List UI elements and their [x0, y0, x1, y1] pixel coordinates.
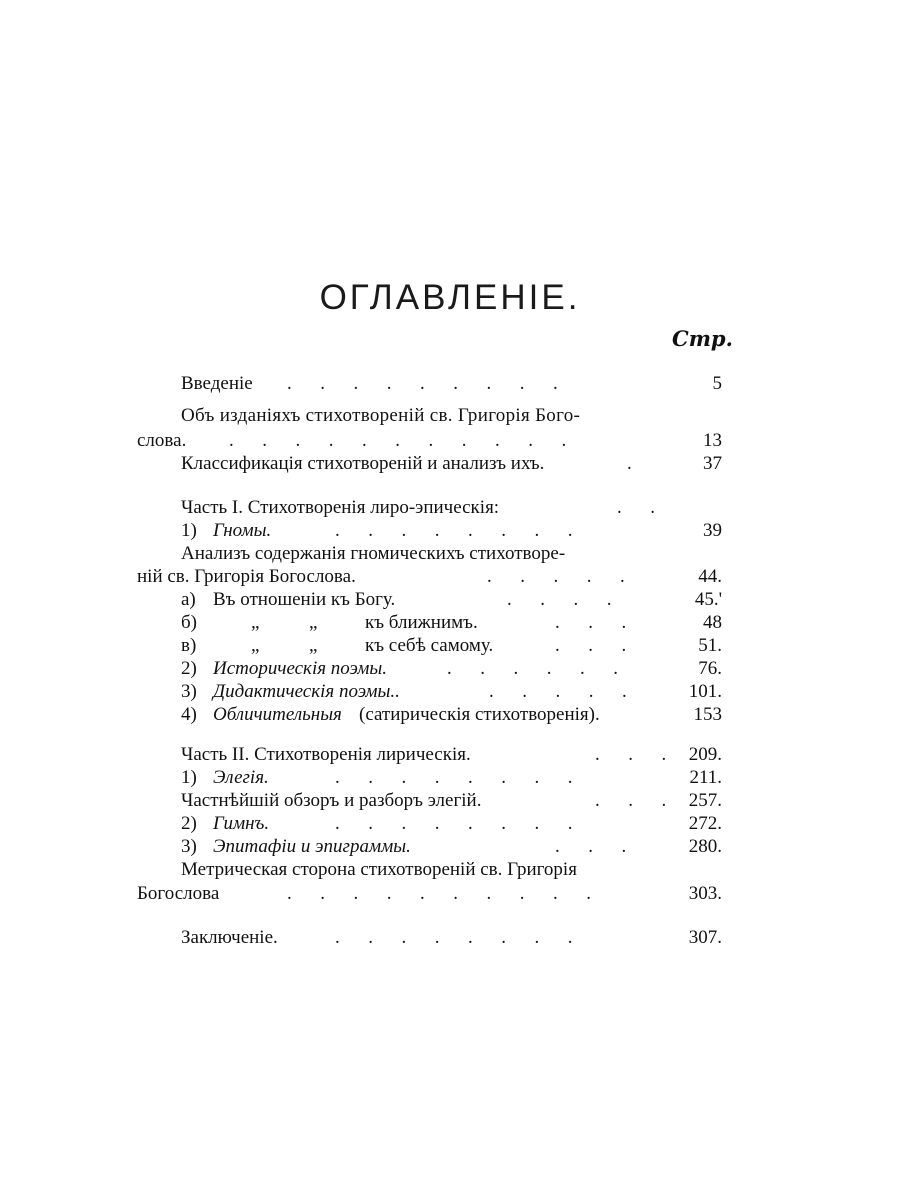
toc-entry — [137, 403, 722, 429]
toc-entry-cont — [137, 881, 722, 907]
entry-number: 3) — [181, 836, 197, 857]
toc-entry — [137, 925, 722, 951]
entry-page: 257. — [688, 790, 722, 811]
entry-page: 211. — [689, 767, 722, 788]
dot-leader: . . — [617, 497, 655, 518]
entry-page: 76. — [698, 658, 722, 679]
entry-page: 303. — [688, 883, 722, 904]
entry-title: Элегія. — [213, 767, 269, 788]
dot-leader: . . . — [555, 612, 627, 633]
entry-page: 307. — [688, 927, 722, 948]
entry-number: в) — [181, 635, 197, 656]
entry-title: Введеніе — [181, 373, 253, 394]
toc-entry — [137, 451, 722, 477]
toc-entry — [137, 702, 722, 728]
entry-title: къ ближнимъ. — [365, 612, 478, 633]
dot-leader: . . . . . . . . — [335, 767, 573, 788]
entry-page: 272. — [688, 813, 722, 834]
dot-leader: . . . . . . . . . — [287, 373, 558, 394]
entry-title: Метрическая сторона стихотвореній св. Григорія — [181, 859, 577, 880]
entry-title: Въ отношеніи къ Богу. — [213, 589, 396, 610]
entry-title: къ себѣ самому. — [365, 635, 494, 656]
page-title: ОГЛАВЛЕНІЕ. — [319, 278, 581, 317]
dot-leader: . . . . . . . . . . — [287, 883, 591, 904]
entry-page: 44. — [698, 566, 722, 587]
entry-title: Классификація стихотвореній и анализъ ихъ. — [181, 453, 545, 474]
entry-title: Эпитафіи и эпиграммы. — [213, 836, 411, 857]
entry-number: 4) — [181, 704, 197, 725]
toc-entry — [137, 371, 722, 397]
entry-title: Гномы. — [213, 520, 272, 541]
entry-title: Часть I. Стихотворенія лиро-эпическія: — [181, 497, 500, 518]
dot-leader: . . . — [555, 635, 627, 656]
entry-title: Объ изданіяхъ стихотвореній св. Григорія Бого- — [181, 405, 581, 426]
dot-leader: . . . — [595, 790, 667, 811]
ditto-mark: „ — [251, 612, 260, 633]
entry-title: Заключеніе. — [181, 927, 278, 948]
entry-title: Частнѣйшій обзоръ и разборъ элегій. — [181, 790, 482, 811]
entry-title: Анализъ содержанія гномическихъ стихотворе- — [181, 543, 566, 564]
dot-leader: . . . . . . . . — [335, 927, 573, 948]
dot-leader: . — [627, 453, 632, 474]
entry-page: 39 — [703, 520, 722, 541]
entry-page: 45.' — [694, 589, 722, 610]
entry-page: 48 — [703, 612, 722, 633]
entry-page: 37 — [703, 453, 722, 474]
entry-title: Богослова — [137, 883, 220, 904]
dot-leader: . . . . . . — [447, 658, 618, 679]
entry-title: Дидактическія поэмы.. — [213, 681, 400, 702]
entry-page: 51. — [698, 635, 722, 656]
entry-title: ній св. Григорія Богослова. — [137, 566, 356, 587]
dot-leader: . . . . . . . . . . . — [229, 430, 567, 451]
ditto-mark: „ — [309, 635, 318, 656]
page-column-label: Стр. — [672, 326, 733, 351]
entry-page: 153 — [693, 704, 722, 725]
entry-page: 5 — [712, 373, 722, 394]
entry-title: слова. — [137, 430, 187, 451]
entry-page: 101. — [688, 681, 722, 702]
dot-leader: . . . . . — [487, 566, 625, 587]
entry-number: 2) — [181, 658, 197, 679]
entry-title: Часть II. Стихотворенія лирическія. — [181, 744, 471, 765]
dot-leader: . . . — [555, 836, 627, 857]
dot-leader: . . . . . — [489, 681, 627, 702]
ditto-mark: „ — [309, 612, 318, 633]
entry-number: 1) — [181, 520, 197, 541]
toc-entry — [137, 857, 722, 883]
entry-page: 13 — [703, 430, 722, 451]
entry-number: 2) — [181, 813, 197, 834]
dot-leader: . . . — [595, 744, 667, 765]
entry-page: 280. — [688, 836, 722, 857]
dot-leader: . . . . — [507, 589, 612, 610]
entry-number: б) — [181, 612, 197, 633]
dot-leader: . . . . . . . . — [335, 813, 573, 834]
entry-title: Гимнъ. — [213, 813, 270, 834]
entry-title: Историческія поэмы. — [213, 658, 387, 679]
entry-subtitle: (сатирическія стихотворенія). — [359, 704, 600, 725]
entry-title: Обличительныя — [213, 704, 342, 725]
entry-number: 1) — [181, 767, 197, 788]
ditto-mark: „ — [251, 635, 260, 656]
entry-number: а) — [181, 589, 196, 610]
entry-number: 3) — [181, 681, 197, 702]
dot-leader: . . . . . . . . — [335, 520, 573, 541]
entry-page: 209. — [688, 744, 722, 765]
